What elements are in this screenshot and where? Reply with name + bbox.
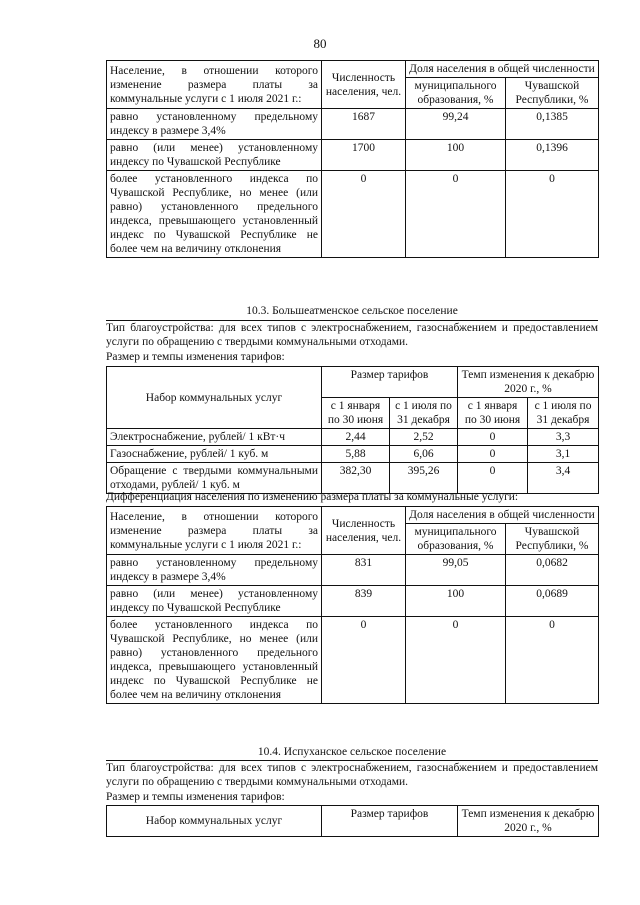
table-row [107, 617, 599, 704]
row-label: равно установленному предельному индексу в размере 3,4% [107, 109, 322, 140]
republic-cell: 0,0689 [506, 586, 599, 617]
rate-group-header: Темп изменения к декабрю 2020 г., % [458, 806, 599, 837]
table-row [107, 109, 599, 140]
size-h1-cell: 5,88 [322, 446, 390, 463]
rate-h2-cell: 3,4 [528, 463, 599, 494]
municipal-cell: 0 [406, 171, 506, 258]
municipal-cell: 99,05 [406, 555, 506, 586]
republic-col-header: Чувашской Республики, % [506, 524, 599, 555]
table-row [107, 429, 599, 446]
size-jan-jun-header: с 1 января по 30 июня [322, 398, 390, 429]
row-label: равно (или менее) установленному индексу по Чувашской Республике [107, 140, 322, 171]
row-label: более установленного индекса по Чувашской Республике, но менее (или равно) установленного предельного индекса, превышающего установленный индекс по Чувашской Республике не более чем на величину отклонения [107, 617, 322, 704]
size-h1-cell: 2,44 [322, 429, 390, 446]
count-cell: 831 [322, 555, 406, 586]
table-row [107, 140, 599, 171]
population-table-2 [106, 506, 599, 704]
section-title: 10.4. Испуханское сельское поселение [257, 746, 447, 758]
republic-cell: 0,0682 [506, 555, 599, 586]
table-row [107, 171, 599, 258]
size-group-header: Размер тарифов [322, 806, 458, 837]
republic-col-header: Чувашской Республики, % [506, 78, 599, 109]
republic-cell: 0,1396 [506, 140, 599, 171]
republic-cell: 0,1385 [506, 109, 599, 140]
rate-jan-jun-header: с 1 января по 30 июня [458, 398, 528, 429]
population-col-header: Население, в отношении которого изменение размера платы за коммунальные услуги с 1 июля 2021 г.: [107, 61, 322, 109]
share-group-header: Доля населения в общей численности [406, 507, 599, 524]
municipal-cell: 100 [406, 586, 506, 617]
table-row [107, 463, 599, 494]
municipal-col-header: муниципального образования, % [406, 524, 506, 555]
service-cell: Обращение с твердыми коммунальными отходами, рублей/ 1 куб. м [107, 463, 322, 494]
section-title: 10.3. Большеатменское сельское поселение [246, 305, 458, 317]
row-label: равно (или менее) установленному индексу по Чувашской Республике [107, 586, 322, 617]
service-cell: Газоснабжение, рублей/ 1 куб. м [107, 446, 322, 463]
rate-group-header: Темп изменения к декабрю 2020 г., % [458, 367, 599, 398]
republic-cell: 0 [506, 617, 599, 704]
count-col-header: Численность населения, чел. [322, 507, 406, 555]
section-type-text: Тип благоустройства: для всех типов с электроснабжением, газоснабжением и предоставлением услуги по обращению с твердыми коммунальными отходами. [106, 762, 598, 788]
service-cell: Электроснабжение, рублей/ 1 кВт·ч [107, 429, 322, 446]
row-label: более установленного индекса по Чувашской Республике, но менее (или равно) установленного предельного индекса, превышающего установленный индекс по Чувашской Республике не более чем на величину отклонения [107, 171, 322, 258]
services-col-header: Набор коммунальных услуг [107, 367, 322, 429]
population-table-1 [106, 60, 599, 258]
rate-h1-cell: 0 [458, 446, 528, 463]
table-row [107, 446, 599, 463]
tariff-table-2 [106, 805, 599, 837]
tariff-table [106, 366, 599, 494]
count-cell: 1700 [322, 140, 406, 171]
size-h2-cell: 6,06 [390, 446, 458, 463]
table-row [107, 586, 599, 617]
republic-cell: 0 [506, 171, 599, 258]
municipal-cell: 100 [406, 140, 506, 171]
tariffs-caption: Размер и темпы изменения тарифов: [106, 351, 285, 363]
table-row [107, 555, 599, 586]
rate-jul-dec-header: с 1 июля по 31 декабря [528, 398, 599, 429]
count-cell: 1687 [322, 109, 406, 140]
section-type-text: Тип благоустройства: для всех типов с электроснабжением, газоснабжением и предоставлением услуги по обращению с твердыми коммунальными отходами. [106, 322, 598, 348]
count-cell: 0 [322, 171, 406, 258]
municipal-cell: 0 [406, 617, 506, 704]
size-jul-dec-header: с 1 июля по 31 декабря [390, 398, 458, 429]
municipal-col-header: муниципального образования, % [406, 78, 506, 109]
population-col-header: Население, в отношении которого изменение размера платы за коммунальные услуги с 1 июля 2021 г.: [107, 507, 322, 555]
count-col-header: Численность населения, чел. [322, 61, 406, 109]
rate-h1-cell: 0 [458, 463, 528, 494]
rate-h2-cell: 3,3 [528, 429, 599, 446]
page-number: 80 [313, 36, 327, 51]
rate-h2-cell: 3,1 [528, 446, 599, 463]
size-h2-cell: 2,52 [390, 429, 458, 446]
size-h1-cell: 382,30 [322, 463, 390, 494]
count-cell: 839 [322, 586, 406, 617]
share-group-header: Доля населения в общей численности [406, 61, 599, 78]
municipal-cell: 99,24 [406, 109, 506, 140]
size-h2-cell: 395,26 [390, 463, 458, 494]
row-label: равно установленному предельному индексу в размере 3,4% [107, 555, 322, 586]
size-group-header: Размер тарифов [322, 367, 458, 398]
count-cell: 0 [322, 617, 406, 704]
services-col-header: Набор коммунальных услуг [107, 806, 322, 837]
rate-h1-cell: 0 [458, 429, 528, 446]
tariffs-caption: Размер и темпы изменения тарифов: [106, 791, 285, 803]
diff-caption: Дифференциация населения по изменению размера платы за коммунальные услуги: [106, 491, 519, 503]
